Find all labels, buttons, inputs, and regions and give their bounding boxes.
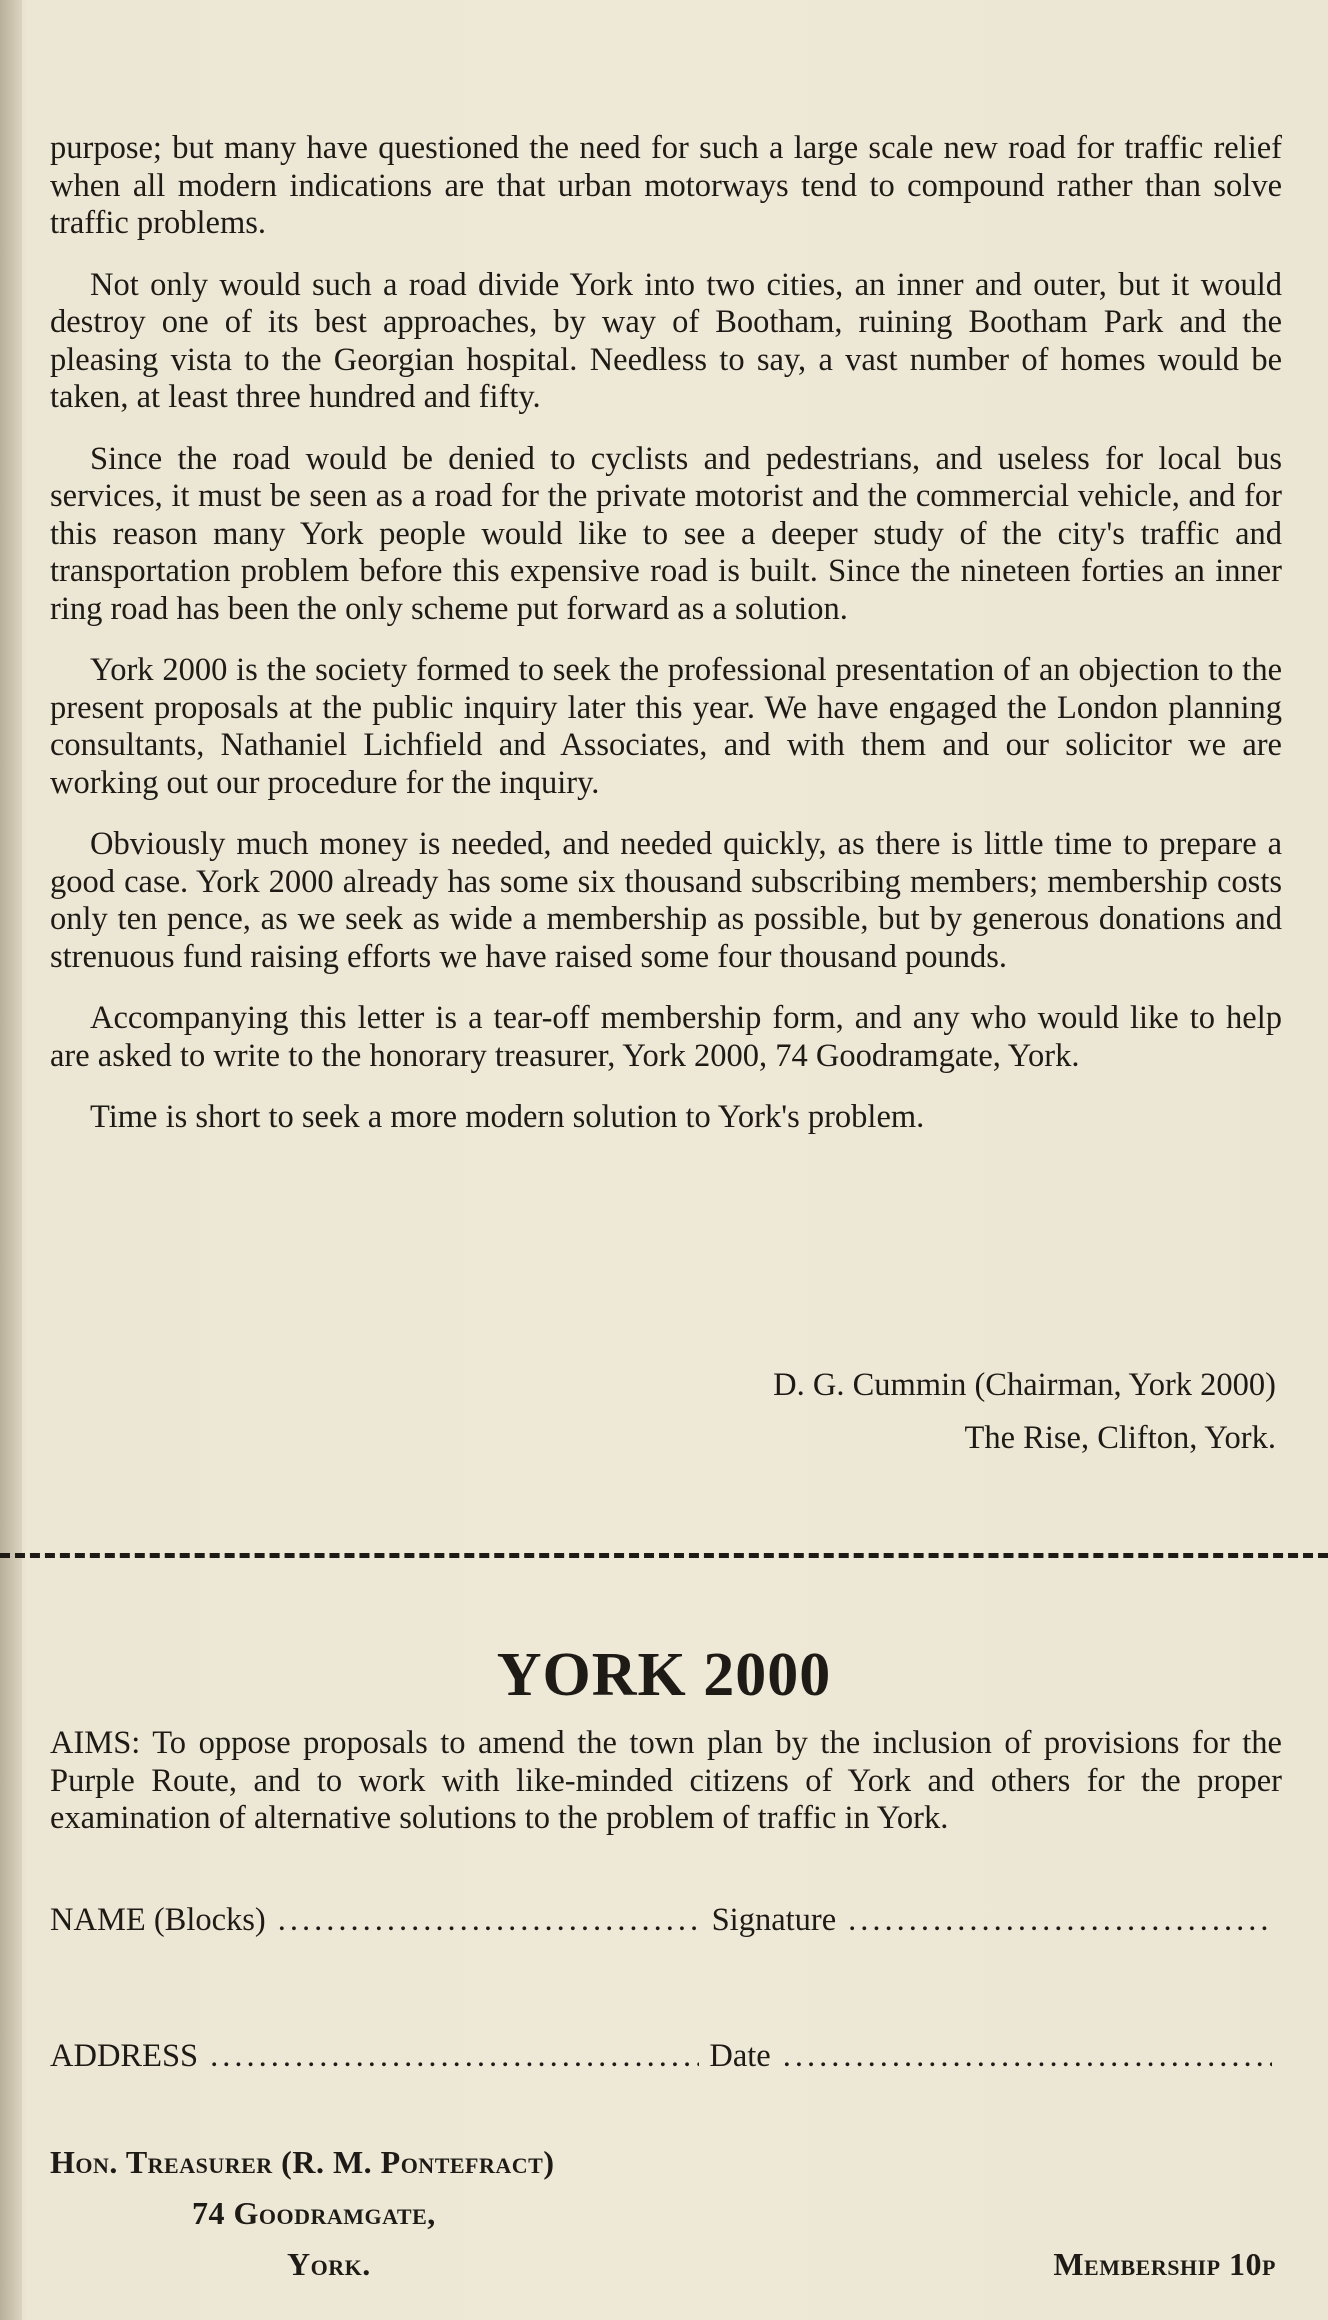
treasurer-line: Hon. Treasurer (R. M. Pontefract) <box>50 2144 555 2180</box>
signer-name: D. G. Cummin (Chairman, York 2000) <box>773 1367 1276 1403</box>
signer-address: The Rise, Clifton, York. <box>964 1420 1276 1456</box>
name-signature-row <box>50 1900 1282 1940</box>
date-field[interactable] <box>783 2036 1272 2076</box>
signature-field[interactable] <box>848 1900 1272 1940</box>
paragraph: Obviously much money is needed, and needed quickly, as there is little time to prepare a good case. York 2000 already has some six thousand subscribing members; membership costs only ten pence, as we seek as wide a membership as possible, but by generous donations and strenuous fund raising efforts we have raised some four thousand pounds. <box>50 826 1282 975</box>
address-label: ADDRESS <box>50 2038 199 2074</box>
membership-fee: Membership 10p <box>1053 2246 1276 2282</box>
treasurer-city: York. <box>287 2246 371 2282</box>
address-date-row <box>50 2036 1282 2076</box>
tear-off-line <box>0 1553 1328 1558</box>
name-field[interactable] <box>278 1900 702 1940</box>
paragraph: Accompanying this letter is a tear-off membership form, and any who would like to help are asked to write to the honorary treasurer, York 2000, 74 Goodramgate, York. <box>50 1000 1282 1074</box>
name-label: NAME (Blocks) <box>50 1902 266 1938</box>
aims-text: AIMS: To oppose proposals to amend the town plan by the inclusion of provisions for the Purple Route, and to work with like-minded citizens of York and others for the proper examination of alternative solutions to the problem of traffic in York. <box>50 1725 1282 1836</box>
paragraph: Not only would such a road divide York into two cities, an inner and outer, but it would destroy one of its best approaches, by way of Bootham, ruining Bootham Park and the pleasing vista to the Georgian hospital. Needless to say, a vast number of homes would be taken, at least three hundred and fifty. <box>50 266 1282 415</box>
date-label: Date <box>709 2038 771 2074</box>
paragraph: purpose; but many have questioned the need for such a large scale new road for traffic relief when all modern indications are that urban motorways tend to compound rather than solve traffic problems. <box>50 130 1282 241</box>
letter-body <box>50 130 1282 1161</box>
address-field[interactable] <box>210 2036 699 2076</box>
paragraph: Time is short to seek a more modern solution to York's problem. <box>90 1099 925 1135</box>
paragraph: Since the road would be denied to cyclists and pedestrians, and useless for local bus services, it must be seen as a road for the private motorist and the commercial vehicle, and for this reason many York people would like to see a deeper study of the city's traffic and transportation problem before this expensive road is built. Since the nineteen forties an inner ring road has been the only scheme put forward as a solution. <box>50 440 1282 627</box>
page-gutter <box>0 0 22 2320</box>
form-title: YORK 2000 <box>496 1641 832 1709</box>
signature-label: Signature <box>711 1902 837 1938</box>
treasurer-street: 74 Goodramgate, <box>192 2195 436 2231</box>
paragraph: York 2000 is the society formed to seek the professional presentation of an objection to the present proposals at the public inquiry later this year. We have engaged the London planning consultants, Nathaniel Lichfield and Associates, and with them and our solicitor we are working out our procedure for the inquiry. <box>50 652 1282 801</box>
